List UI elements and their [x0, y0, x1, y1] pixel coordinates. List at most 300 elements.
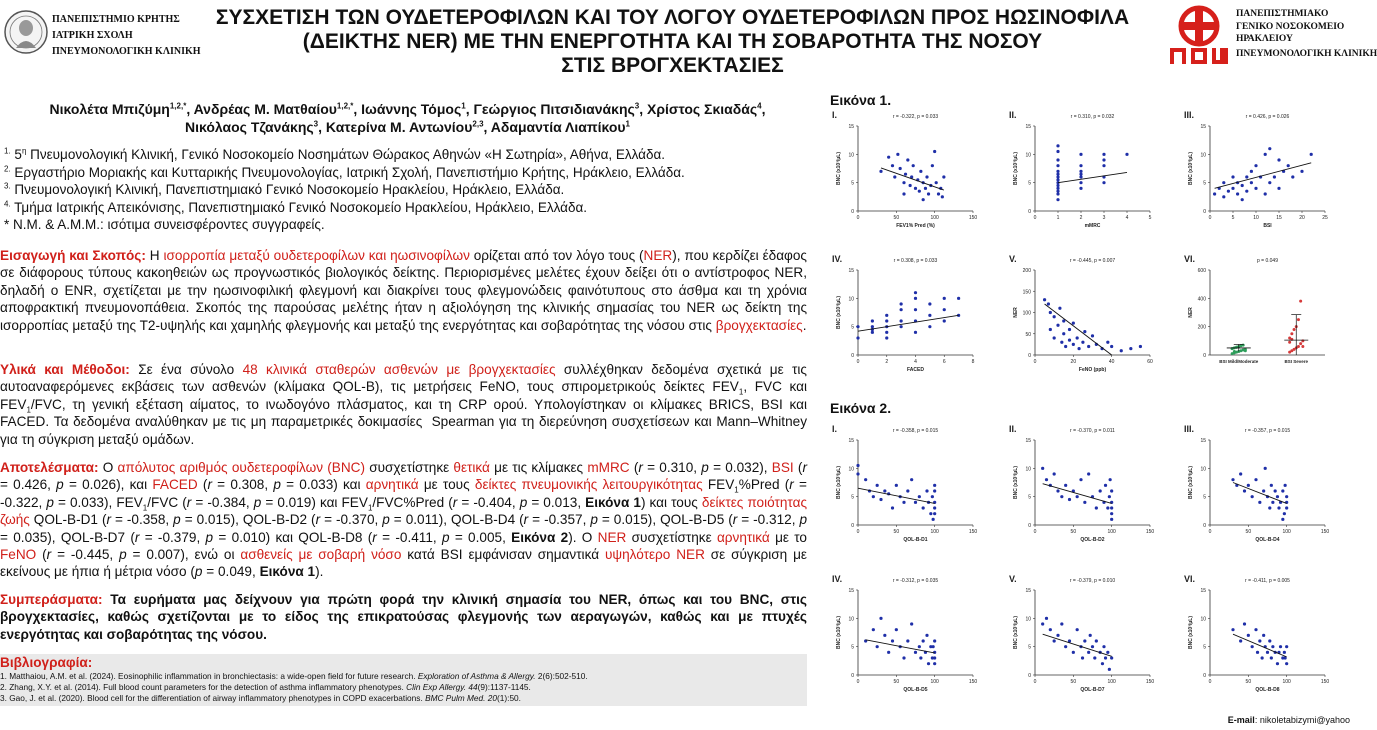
x-tick-label: 100 [930, 679, 939, 685]
y-tick-label: 0 [851, 209, 854, 215]
data-point [937, 192, 940, 195]
data-point [902, 501, 905, 504]
data-point [1079, 187, 1082, 190]
y-tick-label: 0 [1028, 673, 1031, 679]
data-point [1222, 195, 1225, 198]
data-point [925, 489, 928, 492]
y-axis-label: NER [1188, 307, 1194, 318]
data-point [1047, 302, 1050, 305]
data-point [1120, 349, 1123, 352]
regression-line [1215, 163, 1312, 189]
email-label: E-mail [1227, 715, 1255, 725]
x-tick-label: 0 [856, 215, 860, 221]
data-point [1233, 350, 1236, 353]
affiliation-item [4, 164, 804, 182]
data-point [933, 512, 936, 515]
data-point [879, 170, 882, 173]
chart-title: r = -0.358, p = 0.015 [892, 428, 939, 434]
x-tick-label: 0 [1033, 359, 1037, 365]
data-point [1083, 330, 1086, 333]
data-point [914, 501, 917, 504]
data-point [1087, 345, 1090, 348]
data-point [872, 495, 875, 498]
data-point [1301, 345, 1304, 348]
data-point [928, 314, 931, 317]
data-point [1056, 634, 1059, 637]
data-point [1056, 178, 1059, 181]
y-tick-label: 0 [851, 673, 854, 679]
data-point [891, 164, 894, 167]
data-point [1213, 192, 1216, 195]
x-tick-label: 15 [1276, 215, 1282, 221]
affiliation-number: 2. [4, 164, 11, 174]
affiliation-item [4, 181, 804, 199]
panel-label: III. [1184, 424, 1195, 434]
data-point [927, 192, 930, 195]
data-point [910, 478, 913, 481]
x-tick-label: 150 [1320, 679, 1330, 685]
data-point [942, 175, 945, 178]
data-point [1251, 645, 1254, 648]
data-point [1056, 173, 1059, 176]
methods-section: Υλικά και Μέθοδοι: Σε ένα σύνολο 48 κλινικά σταθερών ασθενών με βρογχεκτασίες συλλέχθηκαν δεδομένα σχετικά με τις αυτοαναφερόμενες εκβάσεις των ασθενών (κλίμακα QOL-B), τις μετρήσεις FeNO, τους σπιρομετρικούς δείκτες $FEV_1$, FVC και $FEV_1$/FVC, τη γενική εξέταση αίματος, το ινωδογόνο πλάσματος, και τη CRP ορού. Υπολογίστηκαν οι κλίμακες BRICS, BSI και FACED. Τα δεδομένα αναλύθηκαν με τις μη παραμετρικές δοκιμασίες Spearman για τη διερεύνηση συσχετίσεων και Mann–Whitney για τη σύγκριση μεταξύ ομάδων. [0, 362, 808, 447]
data-point [909, 184, 912, 187]
school-line: ΙΑΤΡΙΚΗ ΣΧΟΛΗ [52, 30, 133, 41]
y-tick-label: 15 [848, 268, 854, 274]
intro-section: Εισαγωγή και Σκοπός: Η ισορροπία μεταξύ ουδετεροφίλων και ηωσινοφίλων ορίζεται από τον λόγο τους (NER), που κερδίζει έδαφος σε διάφορους τύπους κακοηθειών ως προγνωστικός βιολογικός δείκτης. Περιορισμένες μελέτες έχουν δείξει ότι ο αντίστροφος NER, δηλαδή ο ENR, σχετίζεται με την ηωσινοφιλική φλεγμονή και διακρίνει τους φλεγμονώδεις φαινότυπους στο άσθμα και τη χρόνια αποφρακτική πνευμονοπάθεια. Σκοπός της παρούσας μελέτης ήταν η αξιολόγηση της κλινικής σημασίας του NER ως δείκτη της ισορροπίας μεταξύ της Τ2-υψηλής και χαμηλής φλεγμονής και μεταξύ της ενεργότητας και σοβαρότητας της νόσου στις βρογχεκτασίες. [0, 248, 807, 333]
data-point [933, 489, 936, 492]
data-point [895, 628, 898, 631]
data-point [899, 167, 902, 170]
data-point [904, 173, 907, 176]
data-point [1072, 322, 1075, 325]
x-tick-label: 6 [942, 359, 946, 365]
regression-line [858, 315, 959, 331]
data-point [1283, 512, 1286, 515]
y-tick-label: 10 [1200, 616, 1206, 623]
category-label: BSI Mild/Moderate [1219, 359, 1259, 364]
data-point [1068, 328, 1071, 331]
y-tick-label: 0 [1028, 353, 1031, 359]
affiliation-text: Τμήμα Ιατρικής Απεικόνισης, Πανεπιστημιακό Γενικό Νοσοκομείο Ηρακλείου, Ηράκλειο, Ελλάδα. [10, 199, 588, 215]
data-point [1081, 656, 1084, 659]
regression-line [858, 488, 935, 503]
data-point [914, 297, 917, 300]
chart-title: r = 0.310, p = 0.032 [1070, 114, 1115, 120]
data-point [922, 198, 925, 201]
data-point [1056, 198, 1059, 201]
x-tick-label: 5 [1148, 215, 1152, 221]
university-name [52, 12, 201, 60]
data-point [925, 175, 928, 178]
clinic-line: ΠΝΕΥΜΟΝΟΛΟΓΙΚΗ ΚΛΙΝΙΚΗ [52, 46, 201, 57]
y-tick-label: 15 [1200, 124, 1206, 130]
y-tick-label: 0 [1203, 523, 1206, 529]
data-point [1110, 518, 1113, 521]
y-axis-label: BNC (x10³/μL) [836, 295, 842, 330]
data-point [919, 656, 922, 659]
panel-label: IV. [832, 254, 843, 264]
data-point [1277, 158, 1280, 161]
x-tick-label: 0 [1208, 529, 1212, 535]
data-point [1109, 478, 1112, 481]
data-point [925, 634, 928, 637]
data-point [1254, 164, 1257, 167]
data-point [1256, 651, 1259, 654]
data-point [896, 153, 899, 156]
conclusions-section: Συμπεράσματα: Τα ευρήματα μας δείχνουν για πρώτη φορά την κλινική σημασία του NER, όπως και του BNC, στις βρογχεκτασίες, καθώς σχετίζονται με το είδος της επικρατούσας φλεγμονής των αεραγωγών, καθώς και με πτυχές ενεργότητας και σοβαρότητας της νόσου. [0, 592, 807, 642]
chart-title: r = -0.370, p = 0.011 [1070, 428, 1115, 434]
x-axis-label: FACED [907, 367, 924, 373]
data-point [902, 192, 905, 195]
x-tick-label: 100 [1282, 529, 1291, 535]
data-point [1056, 164, 1059, 167]
data-point [1056, 175, 1059, 178]
data-point [1056, 192, 1059, 195]
data-point [918, 190, 921, 193]
y-tick-label: 0 [1203, 353, 1206, 359]
chart-title: r = -0.357, p = 0.015 [1244, 428, 1291, 434]
data-point [933, 656, 936, 659]
hospital-line: ΠΑΝΕΠΙΣΤΗΜΙΑΚΟ [1236, 9, 1329, 19]
data-point [1291, 175, 1294, 178]
y-tick-label: 5 [851, 180, 854, 187]
data-point [856, 464, 859, 467]
contact-email [1228, 715, 1350, 725]
x-tick-label: 0 [1208, 679, 1212, 685]
chart-title: r = -0.322, p = 0.033 [892, 114, 939, 120]
data-point [879, 617, 882, 620]
data-point [864, 478, 867, 481]
data-point [885, 314, 888, 317]
data-point [1279, 645, 1282, 648]
x-tick-label: 50 [1070, 529, 1077, 535]
data-point [1243, 489, 1246, 492]
y-axis-label: BNC (x10³/μL) [836, 465, 842, 500]
data-point [1056, 187, 1059, 190]
title-line-1: ΣΥΣΧΕΤΙΣΗ ΤΩΝ ΟΥΔΕΤΕΡΟΦΙΛΩΝ ΚΑΙ ΤΟΥ ΛΟΓΟΥ ΟΥΔΕΤΕΡΟΦΙΛΩΝ ΠΡΟΣ ΗΩΣΙΝΟΦΙΛΑ [215, 6, 1130, 29]
y-tick-label: 10 [1025, 466, 1031, 473]
panel-label: II. [1009, 110, 1017, 120]
data-point [1262, 489, 1265, 492]
affiliation-number: 4. [4, 199, 11, 209]
data-point [900, 319, 903, 322]
y-axis-label: BNC (x10³/μL) [1188, 151, 1194, 186]
y-tick-label: 10 [848, 466, 854, 473]
data-point [1068, 339, 1071, 342]
data-point [1231, 628, 1234, 631]
data-point [1129, 347, 1132, 350]
data-point [1102, 645, 1105, 648]
data-point [1227, 190, 1230, 193]
data-point [943, 319, 946, 322]
x-axis-label: mMRC [1084, 223, 1101, 229]
y-axis-label: BNC (x10³/μL) [1013, 151, 1019, 186]
data-point [1310, 153, 1313, 156]
y-tick-label: 0 [1028, 523, 1031, 529]
y-tick-label: 10 [848, 616, 854, 623]
data-point [1041, 467, 1044, 470]
data-point [1056, 190, 1059, 193]
data-point [876, 484, 879, 487]
y-tick-label: 400 [1197, 296, 1206, 303]
data-point [922, 639, 925, 642]
data-point [887, 156, 890, 159]
data-point [914, 651, 917, 654]
data-point [1081, 341, 1084, 344]
panel-label: II. [1009, 424, 1017, 434]
y-tick-label: 0 [851, 523, 854, 529]
data-point [885, 331, 888, 334]
data-point [1045, 617, 1048, 620]
data-point [1110, 345, 1113, 348]
x-tick-label: 3 [1102, 215, 1106, 221]
figure-1-title: Εικόνα 1. [830, 92, 892, 108]
university-line: ΠΑΝΕΠΙΣΤΗΜΙΟ ΚΡΗΤΗΣ [52, 14, 180, 25]
results-section: Αποτελέσματα: Ο απόλυτος αριθμός ουδετεροφίλων (BNC) συσχετίστηκε θετικά με τις κλίμακες mMRC (r = 0.310, p = 0.032), BSI (r = 0.426, p = 0.026), και FACED (r = 0.308, p = 0.033) και αρνητικά με τους δείκτες πνευμονικής λειτουργικότητας $FEV_1\%Pred$ (r = -0.322, p = 0.033), $FEV_1$/FVC (r = -0.384, p = 0.019) και $FEV_1/FVC\%Pred$ (r = -0.404, p = 0.013, Εικόνα 1) και τους δείκτες ποιότητας ζωής QOL-B-D1 (r = -0.358, p = 0.015), QOL-B-D2 (r = -0.370, p = 0.011), QOL-B-D4 (r = -0.357, p = 0.015), QOL-B-D5 (r = -0.312, p = 0.035), QOL-B-D7 (r = -0.379, p = 0.010) και QOL-B-D8 (r = -0.411, p = 0.005, Εικόνα 2). Ο NER συσχετίστηκε αρνητικά με το FeNO (r = -0.445, p = 0.007), ενώ οι ασθενείς με σοβαρή νόσο κατά BSI εμφάνισαν σημαντικά υψηλότερο NER σε σύγκριση με εκείνους με ήπια ή μέτρια νόσο (p = 0.049, Εικόνα 1). [0, 460, 808, 580]
data-point [1056, 144, 1059, 147]
affiliations [4, 146, 804, 234]
affiliation-item [4, 146, 804, 164]
data-point [871, 319, 874, 322]
x-axis-label: QOL-B-D1 [903, 537, 928, 543]
y-tick-label: 10 [848, 152, 854, 159]
x-tick-label: 0 [1033, 529, 1037, 535]
data-point [891, 639, 894, 642]
data-point [1277, 506, 1280, 509]
data-point [1276, 662, 1279, 665]
data-point [1276, 495, 1279, 498]
y-tick-label: 200 [1022, 268, 1031, 274]
data-point [1072, 343, 1075, 346]
y-tick-label: 15 [1025, 124, 1031, 130]
y-tick-label: 200 [1197, 324, 1206, 331]
data-point [1060, 622, 1063, 625]
chart-title: r = 0.308, p = 0.033 [893, 258, 938, 264]
data-point [1299, 300, 1302, 303]
data-point [1271, 645, 1274, 648]
data-point [1102, 164, 1105, 167]
y-tick-label: 5 [851, 644, 854, 651]
x-tick-label: 40 [1108, 359, 1115, 365]
data-point [933, 484, 936, 487]
data-point [914, 308, 917, 311]
data-point [1079, 478, 1082, 481]
data-point [1079, 173, 1082, 176]
data-point [1270, 484, 1273, 487]
references-title: Βιβλιογραφία: [0, 655, 93, 670]
data-point [914, 331, 917, 334]
data-point [1268, 506, 1271, 509]
x-tick-label: 150 [1145, 529, 1155, 535]
y-axis-label: BNC (x10³/μL) [1188, 465, 1194, 500]
data-point [1288, 341, 1291, 344]
y-tick-label: 15 [1200, 438, 1206, 444]
x-tick-label: 50 [1070, 679, 1077, 685]
data-point [919, 170, 922, 173]
reference-item: 3. Gao, J. et al. (2020). Blood cell for the differentiation of airway inflammatory phenotypes in COPD exacerbations. BMC Pulm Med. 20(1):50. [0, 693, 521, 703]
y-tick-label: 10 [1200, 152, 1206, 159]
data-point [1300, 170, 1303, 173]
data-point [957, 297, 960, 300]
data-point [856, 472, 859, 475]
title-line-2: (ΔΕΙΚΤΗΣ NER) ΜΕ ΤΗΝ ΕΝΕΡΓΟΤΗΤΑ ΚΑΙ ΤΗ ΣΟΒΑΡΟΤΗΤΑ ΤΗΣ ΝΟΣΟΥ [302, 30, 1043, 53]
chart-title: r = -0.411, p = 0.005 [1245, 578, 1290, 584]
data-point [891, 506, 894, 509]
data-point [933, 639, 936, 642]
data-point [906, 158, 909, 161]
data-point [1250, 170, 1253, 173]
data-point [1083, 639, 1086, 642]
authors-line-1: Νικολέτα Μπιζύμη$^{1,2,*}$, Ανδρέας Μ. Ματθαίου$^{1,2,*}$, Ιωάννης Τόμος$^1$, Γεώργιος Πιτσιδιανάκης$^3$, Χρίστος Σκιαδάς$^4$, [49, 101, 766, 117]
y-axis-label: BNC (x10³/μL) [836, 151, 842, 186]
data-point [1079, 175, 1082, 178]
data-point [883, 634, 886, 637]
x-axis-label: QOL-B-D5 [903, 687, 928, 693]
data-point [1287, 164, 1290, 167]
y-axis-label: BNC (x10³/μL) [1013, 615, 1019, 650]
data-point [943, 297, 946, 300]
data-point [927, 662, 930, 665]
data-point [1053, 336, 1056, 339]
data-point [1099, 489, 1102, 492]
data-point [1045, 478, 1048, 481]
data-point [932, 645, 935, 648]
data-point [1285, 662, 1288, 665]
x-tick-label: 4 [1125, 215, 1129, 221]
data-point [1056, 324, 1059, 327]
data-point [1056, 184, 1059, 187]
data-point [1043, 298, 1046, 301]
data-point [1293, 328, 1296, 331]
data-point [1056, 158, 1059, 161]
x-tick-label: 20 [1299, 215, 1305, 221]
data-point [1245, 175, 1248, 178]
data-point [1106, 341, 1109, 344]
data-point [1056, 150, 1059, 153]
data-point [1277, 187, 1280, 190]
data-point [941, 195, 944, 198]
x-axis-label: QOL-B-D2 [1080, 537, 1105, 543]
reference-item: 2. Zhang, X.Y. et al. (2014). Full blood count parameters for the detection of asthma inflammatory phenotypes. Clin Exp Allergy. 44(9):1137-1145. [0, 682, 531, 692]
data-point [1222, 181, 1225, 184]
x-axis-label: FEV1% Pred (%) [896, 223, 935, 229]
hospital-line: ΗΡΑΚΛΕΙΟΥ [1236, 34, 1293, 44]
data-point [1049, 311, 1052, 314]
title-line-3: ΣΤΙΣ ΒΡΟΓΧΕΚΤΑΣΙΕΣ [561, 54, 784, 77]
x-tick-label: 2 [1079, 215, 1083, 221]
data-point [1108, 668, 1111, 671]
y-tick-label: 150 [1022, 289, 1031, 296]
data-point [912, 164, 915, 167]
data-point [1068, 498, 1071, 501]
y-tick-label: 0 [1203, 209, 1206, 215]
y-axis-label: BNC (x10³/μL) [1188, 615, 1194, 650]
data-point [914, 291, 917, 294]
affiliation-number: 3. [4, 181, 11, 191]
y-tick-label: 10 [1025, 152, 1031, 159]
x-tick-label: 25 [1322, 215, 1328, 221]
x-tick-label: 50 [893, 679, 900, 685]
affiliation-text: * N.M. & A.M.M.: ισότιμα συνεισφέροντες συγγραφείς. [4, 217, 325, 233]
data-point [1091, 334, 1094, 337]
data-point [856, 336, 859, 339]
data-point [1274, 489, 1277, 492]
data-point [1231, 478, 1234, 481]
data-point [906, 639, 909, 642]
data-point [1264, 192, 1267, 195]
chart-title: r = -0.445, p = 0.007 [1069, 258, 1116, 264]
hospital-line: ΓΕΝΙΚΟ ΝΟΣΟΚΟΜΕΙΟ [1236, 21, 1345, 32]
data-point [906, 489, 909, 492]
data-point [1283, 651, 1286, 654]
affiliation-number: 1. [4, 146, 11, 156]
panel-label: V. [1009, 574, 1017, 584]
x-tick-label: 50 [893, 529, 900, 535]
data-point [1104, 484, 1107, 487]
figure-2-title: Εικόνα 2. [830, 400, 892, 416]
data-point [902, 181, 905, 184]
data-point [924, 187, 927, 190]
x-tick-label: 4 [914, 359, 917, 365]
reference-item: 1. Matthaiou, A.M. et al. (2024). Eosinophilic inflammation in bronchiectasis: a wide-open field for future research. Exploration of Asthma & Allergy. 2(6):502-510. [0, 671, 588, 681]
x-tick-label: 50 [893, 215, 900, 221]
data-point [933, 662, 936, 665]
data-point [1285, 495, 1288, 498]
panel-label: V. [1009, 254, 1017, 264]
data-point [1079, 181, 1082, 184]
data-point [1125, 153, 1128, 156]
data-point [1060, 495, 1063, 498]
data-point [1095, 506, 1098, 509]
data-point [1106, 506, 1109, 509]
regression-line [1043, 634, 1112, 656]
data-point [935, 181, 938, 184]
data-point [1261, 656, 1264, 659]
data-point [922, 506, 925, 509]
authors-line-2: Νικόλαος Τζανάκης$^3$, Κατερίνα Μ. Αντωνίου$^{2,3}$, Αδαμαντία Λιαπίκου$^1$ [184, 119, 630, 135]
data-point [1041, 622, 1044, 625]
regression-line [1043, 484, 1112, 504]
data-point [1106, 651, 1109, 654]
x-tick-label: 0 [1033, 679, 1037, 685]
data-point [900, 325, 903, 328]
data-point [1285, 506, 1288, 509]
data-point [1264, 153, 1267, 156]
x-tick-label: 2 [885, 359, 889, 365]
x-tick-label: 150 [1320, 529, 1330, 535]
data-point [1056, 489, 1059, 492]
x-tick-label: 100 [930, 529, 939, 535]
data-point [1110, 656, 1113, 659]
data-point [1049, 328, 1052, 331]
data-point [1064, 645, 1067, 648]
data-point [933, 506, 936, 509]
references-list [0, 671, 807, 704]
data-point [1110, 512, 1113, 515]
data-point [1076, 336, 1079, 339]
x-tick-label: 0 [856, 359, 860, 365]
x-axis-label: FeNO (ppb) [1078, 367, 1107, 373]
x-tick-label: 150 [1145, 679, 1155, 685]
data-point [1250, 181, 1253, 184]
x-tick-label: 100 [1282, 679, 1291, 685]
y-tick-label: 15 [848, 588, 854, 594]
y-tick-label: 10 [1200, 466, 1206, 473]
y-tick-label: 0 [1203, 673, 1206, 679]
data-point [1091, 645, 1094, 648]
regression-line [1233, 634, 1287, 657]
